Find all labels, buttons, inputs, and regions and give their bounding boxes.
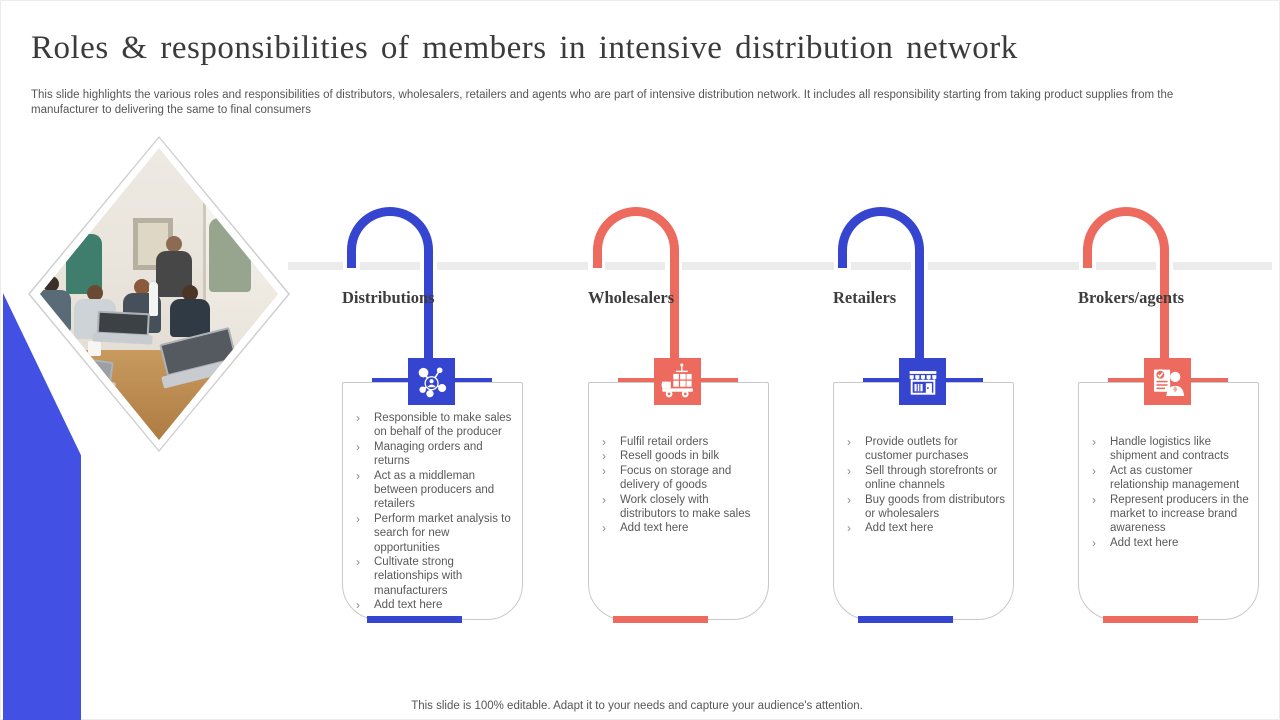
chevron-bullet-icon: › — [1092, 492, 1096, 507]
chevron-bullet-icon: › — [602, 435, 606, 449]
hook-connector — [593, 207, 679, 268]
footer-note: This slide is 100% editable. Adapt it to your needs and capture your audience's attention. — [411, 700, 863, 712]
hook-connector — [347, 207, 433, 268]
bullet-text: Managing orders and returns — [374, 440, 483, 468]
bullet-text: Fulfil retail orders — [620, 436, 709, 448]
photo-table — [40, 350, 278, 440]
bullet-item — [847, 493, 1007, 522]
chevron-bullet-icon: › — [356, 439, 360, 454]
bullet-item — [602, 493, 762, 522]
bullet-text: Work closely with distributors to make sales — [620, 493, 751, 521]
bullet-item — [356, 411, 516, 440]
photo-content — [40, 148, 278, 440]
bullet-item — [1092, 536, 1252, 550]
column-title: Wholesalers — [588, 288, 675, 307]
bullet-text: Sell through storefronts or online channels — [865, 464, 998, 492]
bullet-item — [847, 435, 1007, 464]
photo-person — [207, 201, 253, 311]
agent-contract-icon — [1144, 358, 1191, 405]
column-distributions — [342, 0, 523, 660]
chevron-bullet-icon: › — [847, 463, 851, 478]
photo-laptop — [96, 310, 150, 347]
column-title: Distributions — [342, 288, 435, 307]
bullet-item — [602, 521, 762, 535]
bullet-text: Resell goods in bilk — [620, 450, 720, 463]
chevron-bullet-icon: › — [602, 449, 606, 464]
bullet-item — [356, 598, 516, 612]
bullet-text: Add text here — [1110, 536, 1179, 549]
role-card — [588, 382, 769, 620]
bullet-item — [602, 435, 762, 449]
delivery-truck-icon — [654, 358, 701, 405]
chevron-bullet-icon: › — [356, 468, 360, 483]
bullet-item — [847, 464, 1007, 493]
bullet-text: Represent producers in the market to increase brand awareness — [1110, 493, 1249, 535]
chevron-bullet-icon: › — [356, 555, 360, 570]
photo-bottle — [149, 282, 158, 316]
bullet-item — [1092, 464, 1252, 493]
page-title: Roles & responsibilities of members in intensive distribution network — [31, 30, 1018, 66]
chevron-bullet-icon: › — [602, 463, 606, 478]
chevron-bullet-icon: › — [356, 511, 360, 526]
card-accent-bar — [367, 616, 462, 623]
chevron-bullet-icon: › — [356, 598, 360, 613]
chevron-bullet-icon: › — [1092, 535, 1096, 550]
bullet-list — [1079, 383, 1258, 550]
bullet-item — [847, 521, 1007, 535]
team-photo — [28, 136, 290, 452]
column-retailers — [833, 0, 1014, 660]
bullet-item — [602, 464, 762, 493]
column-title: Retailers — [833, 288, 897, 307]
card-accent-bar — [858, 616, 953, 623]
bullet-text: Perform market analysis to search for new opportunities — [374, 512, 511, 554]
chevron-bullet-icon: › — [1092, 463, 1096, 478]
role-card — [1078, 382, 1259, 620]
column-brokers-agents — [1078, 0, 1259, 660]
chevron-bullet-icon: › — [1092, 435, 1096, 449]
chevron-bullet-icon: › — [602, 492, 606, 507]
bullet-text: Cultivate strong relationships with manufacturers — [374, 556, 463, 597]
column-title: Brokers/agents — [1078, 288, 1185, 307]
chevron-bullet-icon: › — [356, 411, 360, 425]
bullet-text: Provide outlets for customer purchases — [865, 436, 969, 463]
bullet-list — [343, 383, 522, 613]
card-accent-bar — [613, 616, 708, 623]
bullet-text: Buy goods from distributors or wholesalers — [865, 493, 1005, 521]
bullet-item — [356, 469, 516, 512]
chevron-bullet-icon: › — [847, 521, 851, 536]
bullet-text: Focus on storage and delivery of goods — [620, 464, 732, 492]
bullet-item — [356, 512, 516, 555]
hook-connector — [1083, 207, 1169, 268]
distribution-network-icon — [408, 358, 455, 405]
bullet-item — [356, 555, 516, 598]
chevron-bullet-icon: › — [602, 521, 606, 536]
hook-connector — [838, 207, 924, 268]
bullet-text: Add text here — [374, 599, 443, 612]
bullet-item — [1092, 435, 1252, 464]
bullet-text: Act as customer relationship management — [1110, 464, 1240, 492]
bullet-text: Add text here — [865, 522, 934, 535]
bullet-list — [589, 383, 768, 536]
bullet-item — [1092, 493, 1252, 536]
bullet-text: Act as a middleman between producers and retailers — [374, 469, 495, 511]
role-card — [833, 382, 1014, 620]
bullet-text: Add text here — [620, 522, 689, 535]
card-accent-bar — [1103, 616, 1198, 623]
role-card — [342, 382, 523, 620]
bullet-item — [356, 440, 516, 469]
bullet-text: Handle logistics like shipment and contracts — [1110, 436, 1229, 463]
chevron-bullet-icon: › — [847, 492, 851, 507]
chevron-bullet-icon: › — [847, 435, 851, 449]
bullet-item — [602, 449, 762, 463]
bullet-list — [834, 383, 1013, 536]
slide-description: This slide highlights the various roles and responsibilities of distributors, wholesalers, retailers and agents who are part of intensive distribution network. It includes all responsibility starting from taking product supplies from the manufacturer to delivering the same to final consumers — [31, 89, 1174, 116]
column-wholesalers — [588, 0, 769, 660]
bullet-text: Responsible to make sales on behalf of the producer — [374, 412, 512, 439]
storefront-icon — [899, 358, 946, 405]
